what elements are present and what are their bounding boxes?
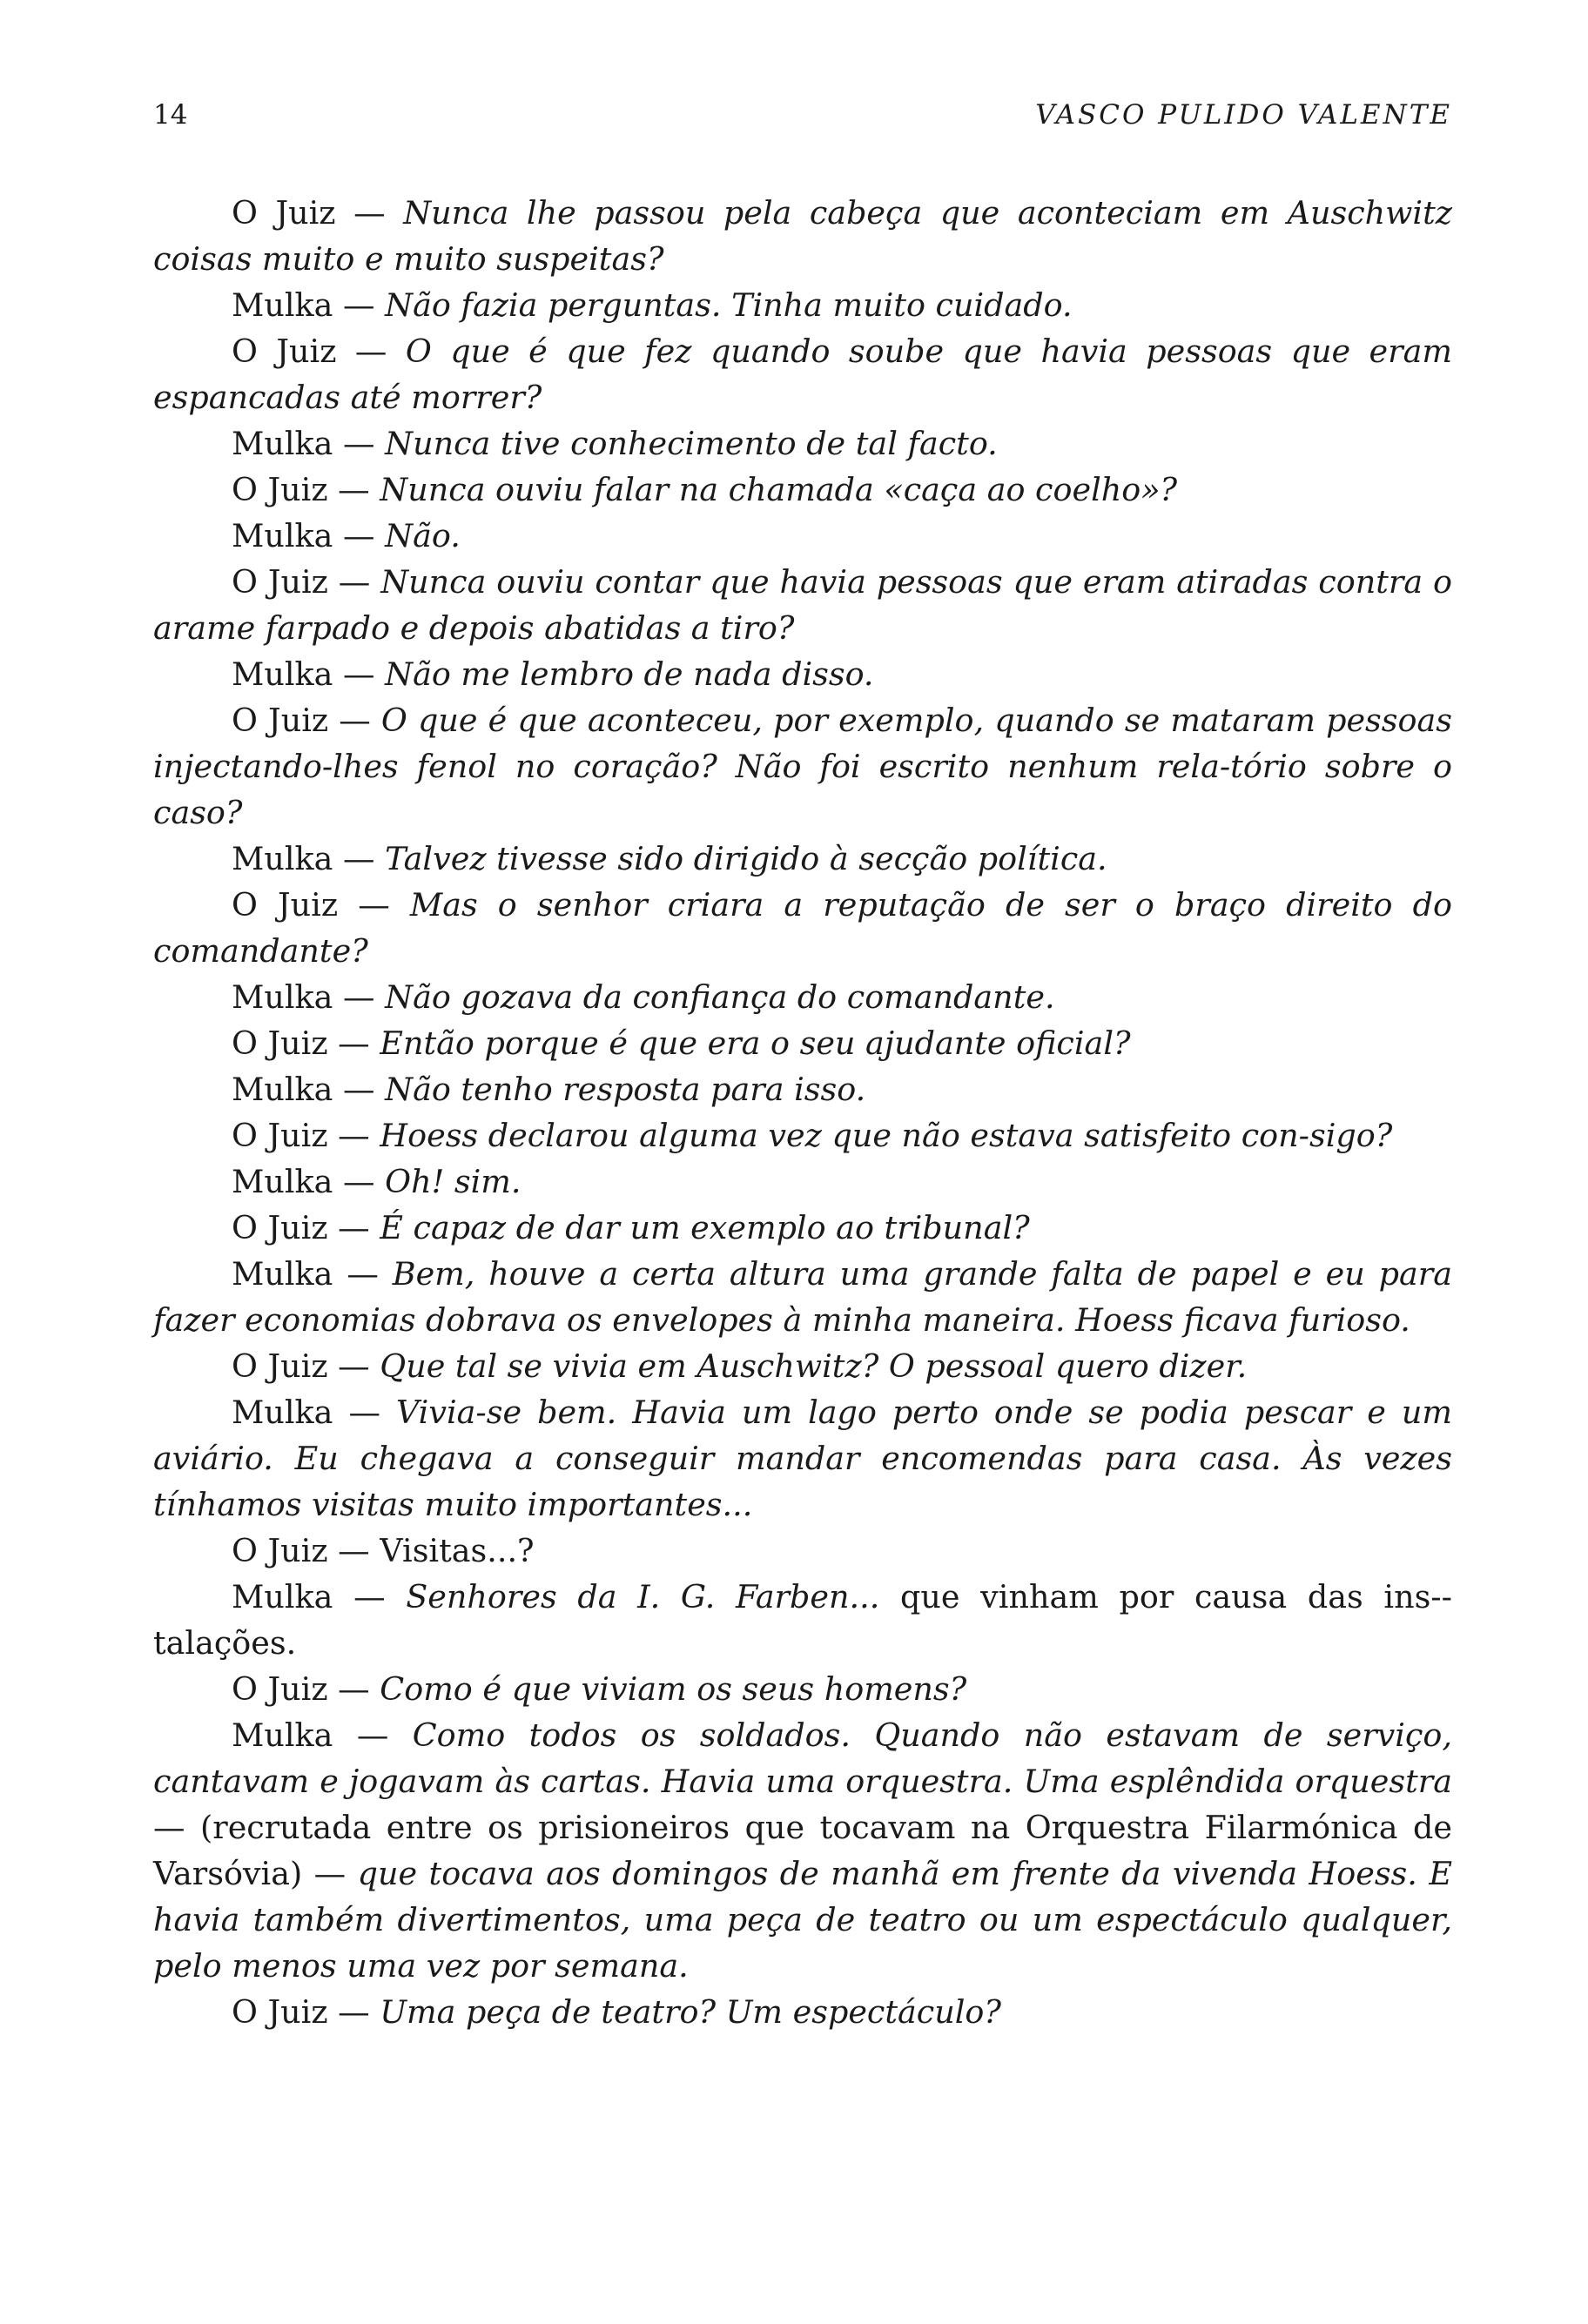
dialogue-dash: —: [327, 1993, 380, 2031]
dialogue-line: [153, 836, 1452, 882]
dialogue-line: [153, 1066, 1452, 1112]
speech-text: O que é que aconteceu, por exemplo, quando se mataram pessoas injectando-lhes fenol no coração? Não foi escrito nenhum rela-tório sobre o caso?: [153, 702, 1452, 831]
speech-text: Uma peça de teatro? Um espectáculo?: [380, 1993, 1001, 2031]
speech-text: Nunca lhe passou pela cabeça que aconteciam em Auschwitz coisas muito e muito suspeitas?: [153, 194, 1452, 278]
speaker-name: O Juiz: [232, 886, 339, 924]
dialogue-line: [153, 1574, 1452, 1666]
speech-text: Hoess declarou alguma vez que não estava satisfeito con-sigo?: [380, 1117, 1393, 1154]
dialogue-line: [153, 1112, 1452, 1159]
dialogue-dash: —: [333, 1071, 386, 1108]
running-head: [153, 97, 1452, 132]
dialogue-line: [153, 1343, 1452, 1389]
dialogue-line: [153, 1528, 1452, 1574]
dialogue-line: [153, 467, 1452, 513]
dialogue-body: [153, 190, 1452, 2035]
dialogue-line: [153, 420, 1452, 467]
speaker-name: O Juiz: [232, 1532, 328, 1569]
running-title: VASCO PULIDO VALENTE: [1035, 99, 1452, 131]
dialogue-dash: —: [333, 840, 386, 877]
dialogue-line: [153, 1389, 1452, 1528]
speaker-name: O Juiz: [232, 471, 328, 508]
dialogue-dash: —: [333, 1255, 393, 1293]
dialogue-line: [153, 1989, 1452, 2035]
speaker-name: O Juiz: [232, 1024, 328, 1062]
narration-text: — (recrutada entre os prisioneiros que tocavam na Orquestra Filarmónica de Varsóvia) —: [153, 1809, 1452, 1892]
speaker-name: O Juiz: [232, 1670, 328, 1708]
speech-text: Não gozava da confiança do comandante.: [385, 978, 1055, 1016]
dialogue-dash: —: [327, 1117, 380, 1154]
speaker-name: Mulka: [232, 1578, 333, 1615]
speaker-name: O Juiz: [232, 194, 336, 232]
dialogue-dash: —: [333, 286, 386, 324]
speech-text: Nunca tive conhecimento de tal facto.: [385, 425, 998, 462]
speaker-name: O Juiz: [232, 1209, 328, 1246]
speaker-name: Mulka: [232, 1163, 333, 1200]
dialogue-line: [153, 282, 1452, 328]
dialogue-dash: —: [327, 1209, 380, 1246]
speaker-name: O Juiz: [232, 1117, 328, 1154]
dialogue-dash: —: [333, 655, 386, 693]
dialogue-dash: —: [327, 471, 380, 508]
speaker-name: O Juiz: [232, 332, 337, 370]
speech-text: Não tenho resposta para isso.: [385, 1071, 866, 1108]
dialogue-dash: —: [333, 1394, 396, 1431]
dialogue-line: [153, 328, 1452, 420]
speaker-name: Mulka: [232, 1716, 333, 1754]
speaker-name: O Juiz: [232, 1993, 328, 2031]
speech-text: Nunca ouviu falar na chamada «caça ao coelho»?: [380, 471, 1178, 508]
speaker-name: Mulka: [232, 1071, 333, 1108]
speech-text: Oh! sim.: [385, 1163, 521, 1200]
dialogue-dash: —: [327, 1347, 380, 1385]
dialogue-line: [153, 1666, 1452, 1712]
dialogue-line: [153, 190, 1452, 282]
dialogue-line: [153, 1251, 1452, 1343]
narration-text: Visitas...?: [380, 1532, 535, 1569]
dialogue-dash: —: [333, 1163, 386, 1200]
speaker-name: Mulka: [232, 655, 333, 693]
dialogue-line: [153, 513, 1452, 559]
speech-text: Não fazia perguntas. Tinha muito cuidado.: [385, 286, 1073, 324]
dialogue-dash: —: [327, 1532, 380, 1569]
speaker-name: O Juiz: [232, 563, 328, 601]
speaker-name: Mulka: [232, 286, 333, 324]
dialogue-line: [153, 1159, 1452, 1205]
speech-text: Bem, houve a certa altura uma grande falta de papel e eu para fazer economias dobrava os envelopes à minha maneira. Hoess ficava furioso.: [153, 1255, 1452, 1339]
dialogue-dash: —: [327, 1670, 380, 1708]
speech-text: Não me lembro de nada disso.: [385, 655, 874, 693]
speech-text: É capaz de dar um exemplo ao tribunal?: [380, 1209, 1030, 1246]
speech-text-continued: que tocava aos domingos de manhã em frente da vivenda Hoess. E havia também divertimentos, uma peça de teatro ou um espectáculo qualquer, pelo menos uma vez por semana.: [153, 1855, 1452, 1985]
speech-text: Senhores da I. G. Farben...: [406, 1578, 880, 1615]
dialogue-dash: —: [333, 1578, 407, 1615]
dialogue-dash: —: [335, 194, 404, 232]
dialogue-line: [153, 697, 1452, 836]
dialogue-dash: —: [327, 1024, 380, 1062]
speech-text: Como todos os soldados. Quando não estavam de serviço, cantavam e jogavam às cartas. Havia uma orquestra. Uma esplêndida orquestra: [153, 1716, 1452, 1800]
speaker-name: Mulka: [232, 1394, 333, 1431]
speech-text: Talvez tivesse sido dirigido à secção política.: [385, 840, 1107, 877]
speaker-name: Mulka: [232, 1255, 333, 1293]
speech-text: Não.: [385, 517, 461, 554]
speaker-name: Mulka: [232, 517, 333, 554]
dialogue-dash: —: [328, 702, 381, 739]
dialogue-dash: —: [333, 425, 386, 462]
dialogue-dash: —: [338, 886, 410, 924]
speech-text: Como é que viviam os seus homens?: [380, 1670, 967, 1708]
dialogue-line: [153, 974, 1452, 1020]
narration-text: que vinham por causa das ins-talações.: [153, 1578, 1452, 1662]
dialogue-dash: —: [333, 1716, 413, 1754]
speaker-name: Mulka: [232, 978, 333, 1016]
speech-text: Mas o senhor criara a reputação de ser o braço direito do comandante?: [153, 886, 1452, 970]
page-number: 14: [153, 99, 188, 131]
dialogue-line: [153, 651, 1452, 697]
speech-text: Que tal se vivia em Auschwitz? O pessoal quero dizer.: [380, 1347, 1248, 1385]
dialogue-dash: —: [333, 517, 386, 554]
dialogue-dash: —: [327, 563, 381, 601]
speech-text: O que é que fez quando soube que havia pessoas que eram espancadas até morrer?: [153, 332, 1452, 416]
speaker-name: O Juiz: [232, 702, 329, 739]
speech-text: Vivia-se bem. Havia um lago perto onde se podia pescar e um aviário. Eu chegava a conseguir mandar encomendas para casa. Às vezes tínhamos visitas muito importantes...: [153, 1394, 1452, 1523]
dialogue-line: [153, 882, 1452, 974]
dialogue-line: [153, 1205, 1452, 1251]
dialogue-line: [153, 1020, 1452, 1066]
speaker-name: Mulka: [232, 425, 333, 462]
dialogue-dash: —: [336, 332, 406, 370]
speech-text: Nunca ouviu contar que havia pessoas que eram atiradas contra o arame farpado e depois abatidas a tiro?: [153, 563, 1452, 647]
speech-text: Então porque é que era o seu ajudante oficial?: [380, 1024, 1131, 1062]
dialogue-line: [153, 559, 1452, 651]
dialogue-dash: —: [333, 978, 386, 1016]
speaker-name: O Juiz: [232, 1347, 328, 1385]
speaker-name: Mulka: [232, 840, 333, 877]
dialogue-line: [153, 1712, 1452, 1989]
